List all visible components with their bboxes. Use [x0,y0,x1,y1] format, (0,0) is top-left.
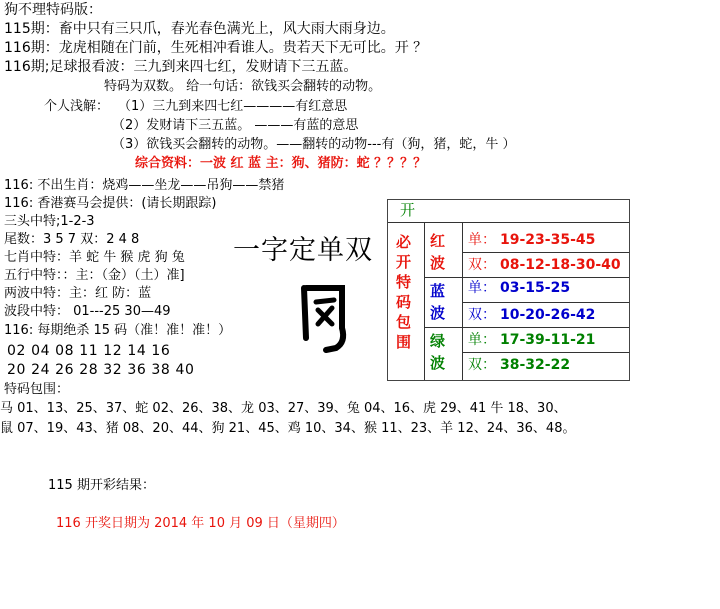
analysis-item-2: （2）发财请下三五蓝。 ———有蓝的意思 [112,118,359,133]
tip-five-elements: 五行中特：：主：（金）（土）准] [4,268,185,283]
analysis-summary: 综合资料：一波 红 蓝 主：狗、猪防：蛇 ？？？？ [135,156,427,171]
slogan: 一字定单双 [233,235,373,266]
tip-not-zodiac: 116: 不出生肖：烧鸡——坐龙——吊狗——禁猪 [4,178,285,193]
brush-character-icon [296,280,354,354]
analysis-item-3: （3）欲钱买会翻转的动物。——翻转的动物---有（狗，猪，蛇，牛 ） [112,137,516,152]
tip-fifteen-kill: 116: 每期绝杀 15 码（准！准！准！） [4,323,232,338]
blue-even-label: 双： [468,307,496,323]
open-label: 开 [400,201,416,219]
tip-source: 116: 香港赛马会提供：(请长期跟踪) [4,196,217,211]
red-odd-label: 单： [468,232,496,248]
analysis-intro: 特码为双数。 给一句话：欲钱买会翻转的动物。 [104,79,382,94]
blue-odd-numbers: 03-15-25 [500,280,571,296]
blue-even-numbers: 10-20-26-42 [500,307,596,323]
draw-date: 116 开奖日期为 2014 年 10 月 09 日（星期四） [56,516,345,531]
package-title: 特码包围： [4,382,70,397]
tip-seven-zodiac: 七肖中特：羊 蛇 牛 猴 虎 狗 兔 [4,250,185,265]
tip-tail: 尾数：3 5 7 双：2 4 8 [4,232,140,247]
analysis-item-1: （1）三九到来四七红————有红意思 [118,99,348,114]
wave-table [387,199,630,381]
tip-two-waves: 两波中特：主：红 防：蓝 [4,286,152,301]
page-title: 狗不理特码版： [4,2,102,18]
blue-wave-label: 蓝波 [430,282,446,322]
red-odd-numbers: 19-23-35-45 [500,232,596,248]
blue-odd-label: 单： [468,280,496,296]
red-even-label: 双： [468,257,496,273]
must-open-side-label: 必开特码包围 [396,233,412,351]
tip-head: 三头中特;1-2-3 [4,214,95,229]
package-line-1: 马 01、13、25、37、蛇 02、26、38、龙 03、27、39、兔 04、16、虎 29、41 牛 18、30、 [0,401,567,416]
analysis-label: 个人浅解： [44,99,110,114]
kill-numbers-row-1: 02 04 08 11 12 14 16 [7,343,171,359]
package-line-2: 鼠 07、19、43、猪 08、20、44、狗 21、45、鸡 10、34、猴 11、23、羊 12、24、36、48。 [0,421,576,436]
tip-segment: 波段中特： 01---25 30—49 [4,304,171,319]
issue-116-football-riddle: 116期;足球报看波：三九到来四七红，发财请下三五蓝。 [4,59,358,75]
kill-numbers-row-2: 20 24 26 28 32 36 38 40 [7,362,195,378]
green-wave-label: 绿波 [430,332,446,372]
red-wave-label: 红波 [430,232,446,272]
issue-115-riddle: 115期：畜中只有三只爪，春光春色满光上，风大雨大雨身边。 [4,21,395,37]
green-odd-label: 单： [468,332,496,348]
issue-116-riddle: 116期：龙虎相随在门前，生死相冲看谁人。贵若天下无可比。开 ？ [4,40,428,56]
red-even-numbers: 08-12-18-30-40 [500,257,621,273]
result-label: 115 期开彩结果： [48,478,155,493]
green-even-numbers: 38-32-22 [500,357,571,373]
green-even-label: 双： [468,357,496,373]
green-odd-numbers: 17-39-11-21 [500,332,596,348]
